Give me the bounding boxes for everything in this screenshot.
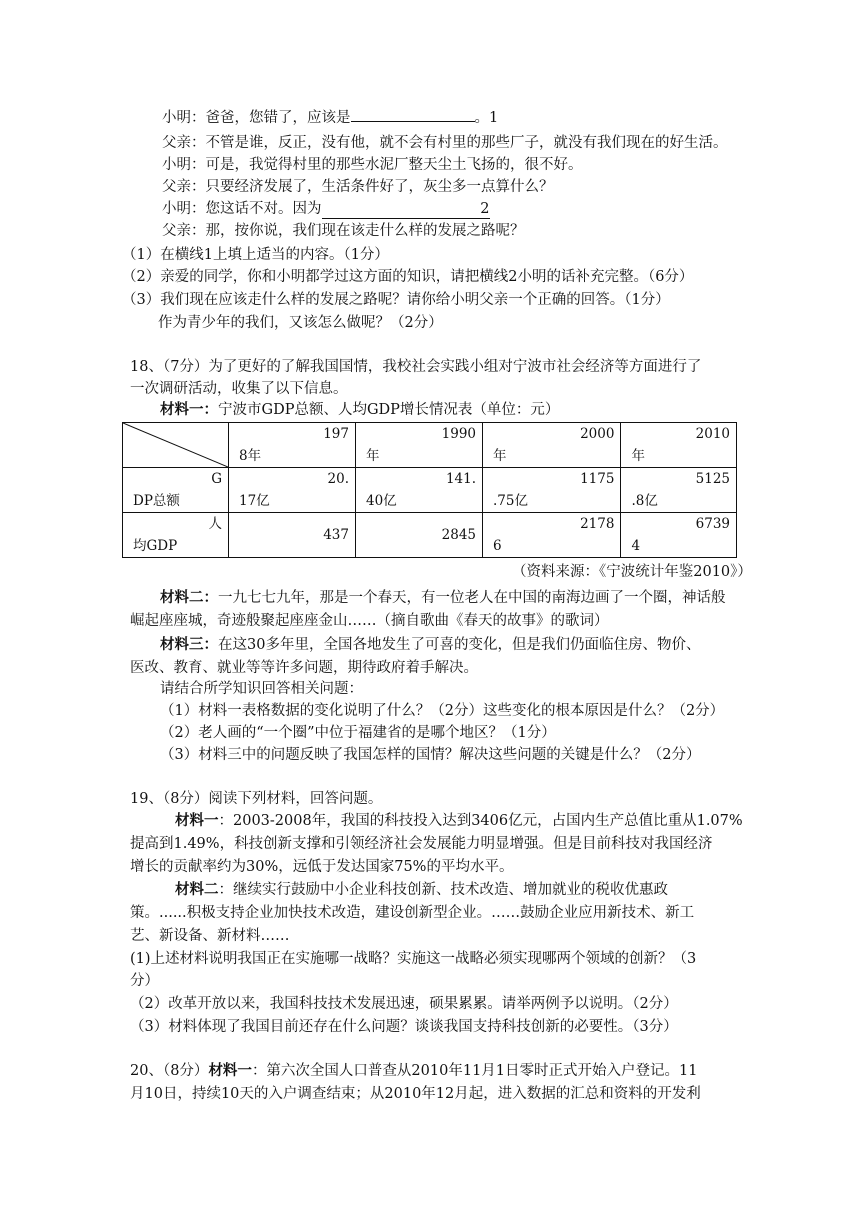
q19-material-2-line-3: 艺、新设备、新材料…… (130, 928, 290, 944)
q18-intro-2: 一次调研活动，收集了以下信息。 (130, 381, 348, 397)
q18-material-1-title: 材料一：宁波市GDP总额、人均GDP增长情况表（单位：元） (160, 401, 560, 418)
q18-intro-1: 18、（7分）为了更好的了解我国国情，我校社会实践小组对宁波市社会经济等方面进行了 (130, 359, 702, 375)
table-row-gdp-total (123, 468, 737, 513)
q20-line-2: 月10日，持续10天的入户调查结束；从2010年12月起，进入数据的汇总和资料的开发利 (130, 1086, 701, 1102)
q19-material-1-line-3: 增长的贡献率约为30%，远低于发达国家75%的平均水平。 (130, 859, 514, 875)
q19-material-2-line-2: 策。......积极支持企业加快技术改造，建设创新型企业。……鼓励企业应用新技术、新工 (130, 905, 695, 921)
q18-material-3-line-1: 材料三：在这30多年里，全国各地发生了可喜的变化，但是我们仍面临住房、物价、 (160, 636, 701, 653)
table-cell: 20. 17亿 (229, 468, 356, 513)
q19-part-1b: 分） (130, 973, 159, 989)
q19-part-1a: (1)上述材料说明我国正在实施哪一战略？实施这一战略必须实现哪两个领域的创新？（3 (130, 951, 697, 967)
year-cell-1990: 1990 年 (356, 423, 483, 468)
table-cell: 1175 .75亿 (483, 468, 621, 513)
q18-material-2-line-2: 崛起座座城，奇迹般聚起座座金山……（摘自歌曲《春天的故事》的歌词） (130, 613, 609, 629)
dialogue-line-4: 父亲：只要经济发展了，生活条件好了，灰尘多一点算什么？ (162, 179, 554, 195)
row-header-gdp-total: G DP总额 (123, 468, 229, 513)
table-corner-cell (123, 423, 229, 468)
answer-blank-2[interactable]: 2 (322, 200, 490, 219)
q17-part-2: （2）亲爱的同学，你和小明都学过这方面的知识，请把横线2小明的话补充完整。（6分） (122, 269, 694, 285)
q19-part-2: （2）改革开放以来，我国科技技术发展迅速，硕果累累。请举两例予以说明。（2分） (130, 996, 678, 1012)
q19-intro: 19、（8分）阅读下列材料，回答问题。 (130, 791, 383, 807)
q20-line-1: 20、（8分）材料一：第六次全国人口普查从2010年11月1日零时正式开始入户登记。11 (130, 1062, 698, 1079)
q18-part-1: （1）材料一表格数据的变化说明了什么？（2分）这些变化的根本原因是什么？（2分） (160, 703, 725, 719)
gdp-table (122, 422, 737, 558)
table-cell: 141. 40亿 (356, 468, 483, 513)
q19-material-1-line-1: 材料一：2003-2008年，我国的科技投入达到3406亿元，占国内生产总值比重从1.07% (175, 812, 743, 829)
table-cell: 2178 6 (483, 513, 621, 558)
year-cell-2010: 2010 年 (621, 423, 737, 468)
q17-part-3: （3）我们现在应该走什么样的发展之路呢？请你给小明父亲一个正确的回答。（1分） (122, 292, 670, 308)
q18-ask: 请结合所学知识回答相关问题： (160, 681, 363, 697)
q19-part-3: （3）材料体现了我国目前还存在什么问题？谈谈我国支持科技创新的必要性。（3分） (130, 1019, 678, 1035)
table-header-row (123, 423, 737, 468)
year-cell-2000: 2000 年 (483, 423, 621, 468)
row-header-gdp-per-capita: 人 均GDP (123, 513, 229, 558)
year-cell-1978: 197 8年 (229, 423, 356, 468)
table-source: （资料来源：《宁波统计年鉴2010》） (512, 564, 752, 580)
dialogue-line-6: 父亲：那，按你说，我们现在该走什么样的发展之路呢？ (162, 223, 525, 239)
table-cell: 6739 4 (621, 513, 737, 558)
dialogue-line-3: 小明：可是，我觉得村里的那些水泥厂整天尘土飞扬的，很不好。 (162, 157, 583, 173)
q17-part-1: （1）在横线1上填上适当的内容。（1分） (122, 247, 389, 263)
diagonal-line (123, 423, 228, 467)
dialogue-line-1: 小明：爸爸，您错了，应该是 。1 (162, 107, 498, 127)
dialogue-line-2: 父亲：不管是谁，反正，没有他，就不会有村里的那些厂子，就没有我们现在的好生活。 (162, 135, 728, 151)
q19-material-1-line-2: 提高到1.49%，科技创新支撑和引领经济社会发展能力明显增强。但是目前科技对我国经济 (130, 836, 713, 852)
table-row-gdp-per-capita (123, 513, 737, 558)
q18-part-3: （3）材料三中的问题反映了我国怎样的国情？解决这些问题的关键是什么？（2分） (160, 747, 701, 763)
table-cell: 2845 (356, 513, 483, 558)
q19-material-2-line-1: 材料二：继续实行鼓励中小企业科技创新、技术改造、增加就业的税收优惠政 (175, 881, 668, 898)
q18-part-2: （2）老人画的“一个圈”中位于福建省的是哪个地区？（1分） (160, 725, 556, 741)
table-cell: 5125 .8亿 (621, 468, 737, 513)
q18-material-3-line-2: 医改、教育、就业等等许多问题，期待政府着手解决。 (130, 660, 478, 676)
table-cell: 437 (229, 513, 356, 558)
q18-material-2-line-1: 材料二：一九七七九年，那是一个春天，有一位老人在中国的南海边画了一个圈，神话般 (160, 589, 726, 606)
q17-part-3b: 作为青少年的我们，又该怎么做呢？（2分） (158, 315, 443, 331)
dialogue-line-5: 小明：您这话不对。因为 2 (162, 201, 490, 217)
answer-blank-1[interactable] (351, 107, 475, 122)
